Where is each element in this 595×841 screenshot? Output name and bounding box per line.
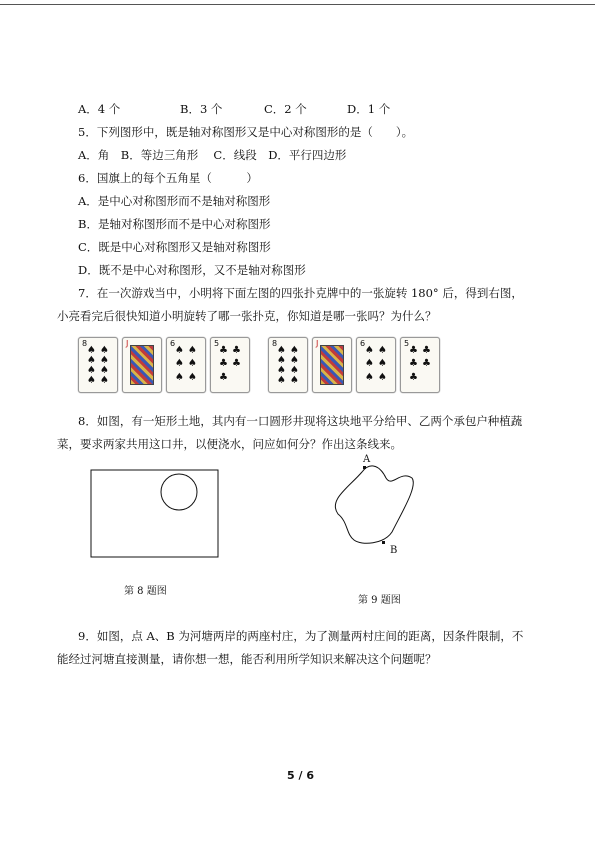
playing-card xyxy=(400,337,440,393)
suit-icon: ♠ xyxy=(290,345,299,356)
point-a-marker xyxy=(363,466,366,469)
suit-icon: ♠ xyxy=(290,355,299,366)
suit-icon: ♠ xyxy=(365,345,374,356)
suit-icon: ♠ xyxy=(87,375,96,386)
q6-option-a: A．是中心对称图形而不是轴对称图形 xyxy=(78,194,271,208)
q9-figure xyxy=(320,448,430,558)
face-card-art xyxy=(320,345,344,385)
playing-card xyxy=(166,337,206,393)
suit-icon: ♣ xyxy=(409,358,418,370)
suit-icon: ♠ xyxy=(290,365,299,376)
suit-icon: ♣ xyxy=(409,371,418,383)
card-rank: 5 xyxy=(214,339,220,348)
card-rank: 5 xyxy=(404,339,410,348)
point-b-label: B xyxy=(390,545,398,556)
playing-card xyxy=(122,337,162,393)
pond-outline xyxy=(335,466,413,543)
playing-card xyxy=(78,337,118,393)
suit-icon: ♠ xyxy=(100,375,109,386)
header-rule xyxy=(0,4,595,5)
suit-icon: ♣ xyxy=(219,358,228,370)
suit-icon: ♠ xyxy=(175,358,184,370)
playing-card xyxy=(312,337,352,393)
q8-line-2: 菜，要求两家共用这口井，以便浇水，问应如何分？作出这条线来。 xyxy=(57,437,402,451)
cards-left-group xyxy=(78,337,250,393)
suit-icon: ♠ xyxy=(378,358,387,370)
cards-right-group xyxy=(268,337,440,393)
q5-stem: 5．下列图形中，既是轴对称图形又是中心对称图形的是（ ）。 xyxy=(78,125,414,139)
suit-icon: ♠ xyxy=(277,365,286,376)
q7-line-2: 小亮看完后很快知道小明旋转了哪一张扑克，你知道是哪一张吗？为什么？ xyxy=(57,309,437,323)
q4-option-c: C．2 个 xyxy=(264,102,307,116)
suit-icon: ♠ xyxy=(100,355,109,366)
q4-option-d: D．1 个 xyxy=(347,102,391,116)
card-rank: J xyxy=(316,339,319,348)
suit-icon: ♠ xyxy=(100,345,109,356)
suit-icon: ♠ xyxy=(188,358,197,370)
q9-caption: 第 9 题图 xyxy=(358,595,401,606)
q9-line-2: 能经过河塘直接测量，请你想一想，能否利用所学知识来解决这个问题呢？ xyxy=(57,652,437,666)
suit-icon: ♣ xyxy=(219,371,228,383)
suit-icon: ♣ xyxy=(422,358,431,370)
q9-line-1: 9．如图，点 A、B 为河塘两岸的两座村庄，为了测量两村庄间的距离，因条件限制，不 xyxy=(78,629,524,643)
card-pips xyxy=(363,346,389,386)
card-pips xyxy=(407,346,433,386)
point-a-label: A xyxy=(363,454,371,465)
well-circle xyxy=(161,474,197,510)
q5-options: A．角 B．等边三角形 C．线段 D．平行四边形 xyxy=(78,148,347,162)
face-card-art xyxy=(130,345,154,385)
suit-icon: ♠ xyxy=(87,345,96,356)
suit-icon: ♣ xyxy=(232,358,241,370)
suit-icon: ♠ xyxy=(277,375,286,386)
suit-icon: ♠ xyxy=(378,371,387,383)
suit-icon: ♠ xyxy=(277,355,286,366)
suit-icon: ♠ xyxy=(277,345,286,356)
suit-icon: ♣ xyxy=(232,345,241,356)
suit-icon: ♠ xyxy=(188,371,197,383)
q6-option-c: C．既是中心对称图形又是轴对称图形 xyxy=(78,240,271,254)
point-b-marker xyxy=(382,541,385,544)
suit-icon: ♠ xyxy=(188,345,197,356)
suit-icon: ♠ xyxy=(365,371,374,383)
playing-card xyxy=(268,337,308,393)
suit-icon: ♣ xyxy=(422,345,431,356)
suit-icon: ♠ xyxy=(365,358,374,370)
page-number: 5 / 6 xyxy=(287,769,314,782)
suit-icon: ♠ xyxy=(175,345,184,356)
card-rank: 6 xyxy=(170,339,176,348)
card-rank: 6 xyxy=(360,339,366,348)
card-pips xyxy=(173,346,199,386)
suit-icon: ♠ xyxy=(100,365,109,376)
suit-icon: ♣ xyxy=(409,345,418,356)
card-rank: 8 xyxy=(82,339,88,348)
card-pips xyxy=(217,346,243,386)
q8-line-1: 8．如图，有一矩形土地，其内有一口圆形井现将这块地平分给甲、乙两个承包户种植蔬 xyxy=(78,414,523,428)
card-pips xyxy=(275,346,301,386)
q4-option-a: A．4 个 xyxy=(78,102,121,116)
suit-icon: ♠ xyxy=(290,375,299,386)
suit-icon: ♠ xyxy=(87,355,96,366)
playing-card xyxy=(210,337,250,393)
suit-icon: ♠ xyxy=(87,365,96,376)
q6-option-d: D．既不是中心对称图形，又不是轴对称图形 xyxy=(78,263,306,277)
q7-line-1: 7．在一次游戏当中，小明将下面左图的四张扑克牌中的一张旋转 180° 后，得到右图， xyxy=(78,286,523,300)
q4-option-b: B．3 个 xyxy=(180,102,223,116)
card-pips xyxy=(85,346,111,386)
suit-icon: ♠ xyxy=(175,371,184,383)
rectangle-field xyxy=(91,470,218,557)
q6-option-b: B．是轴对称图形而不是中心对称图形 xyxy=(78,217,271,231)
card-rank: 8 xyxy=(272,339,278,348)
q8-figure xyxy=(90,466,220,561)
q6-stem: 6．国旗上的每个五角星（ ） xyxy=(78,171,258,185)
playing-card xyxy=(356,337,396,393)
q8-caption: 第 8 题图 xyxy=(124,586,167,597)
suit-icon: ♣ xyxy=(219,345,228,356)
card-rank: J xyxy=(126,339,129,348)
suit-icon: ♠ xyxy=(378,345,387,356)
